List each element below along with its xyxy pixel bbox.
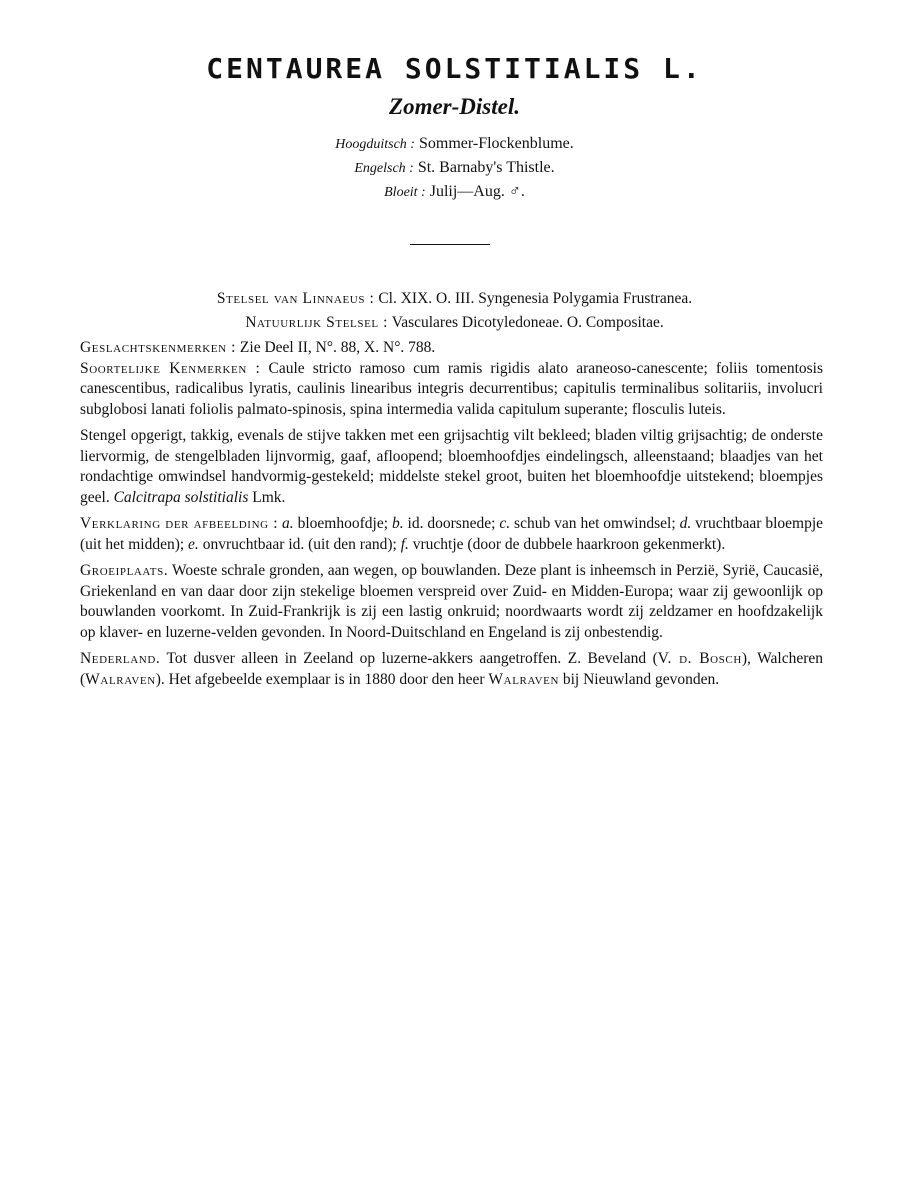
vernacular-names <box>0 132 909 204</box>
figure-key-b: b. <box>391 515 404 532</box>
linnaeus-value: Cl. XIX. O. III. Syngenesia Polygamia Frustranea. <box>378 290 693 307</box>
genus-paragraph <box>80 338 823 359</box>
figure-key-a-text: bloemhoofdje; <box>297 515 389 532</box>
netherlands-text-2: ), Walcheren ( <box>80 650 824 688</box>
flowering-period: Julij—Aug. ♂. <box>429 183 525 200</box>
divider-rule <box>410 244 490 245</box>
netherlands-label: Nederland. <box>80 650 161 667</box>
explanation-label: Verklaring der afbeelding : <box>80 515 279 532</box>
netherlands-paragraph <box>80 649 823 690</box>
figure-key-e: e. <box>188 535 199 553</box>
figure-key-c: c. <box>499 515 511 532</box>
collector-name-3: Walraven <box>488 670 559 688</box>
english-name: St. Barnaby's Thistle. <box>417 159 555 176</box>
figure-key-f: f. <box>400 535 409 553</box>
species-label: Soortelijke Kenmerken : <box>80 359 261 377</box>
english-label: Engelsch : <box>354 161 414 176</box>
synonym: Calcitrapa solstitialis <box>113 488 249 506</box>
figure-key-c-text: schub van het omwindsel; <box>514 515 676 532</box>
netherlands-text-3: ). Het afgebeelde exemplaar is in 1880 door den heer <box>155 670 489 688</box>
linnaeus-system-line <box>0 290 909 308</box>
explanation-paragraph <box>80 514 823 555</box>
common-name: Zomer-Distel. <box>389 94 520 119</box>
figure-key-f-text: vruchtje (door de dubbele haarkroon gekenmerkt). <box>412 535 726 553</box>
natural-system-line <box>0 314 909 332</box>
natural-value: Vasculares Dicotyledoneae. O. Compositae. <box>391 314 664 331</box>
species-text: Caule stricto ramoso cum ramis rigidis alato araneoso-canescente; foliis tomentosis canescentibus, radicalibus lyratis, caulinis linearibus integris decurrentibus; capitulis terminalibus solitariis, involucri subglobosi lanati foliolis palmato-spinosis, spina intermedia valida capitulum superante; flosculis luteis. <box>80 359 823 418</box>
netherlands-text-1: Tot dusver alleen in Zeeland op luzerne-akkers aangetroffen. Z. Beveland ( <box>166 650 658 667</box>
linnaeus-label: Stelsel van Linnaeus : <box>216 290 375 307</box>
figure-key-e-text: onvruchtbaar id. (uit den rand); <box>202 535 397 553</box>
figure-key-d: d. <box>679 515 692 532</box>
natural-label: Natuurlijk Stelsel : <box>245 314 389 331</box>
habitat-label: Groeiplaats. <box>80 562 169 579</box>
figure-key-b-text: id. doorsnede; <box>407 515 496 532</box>
netherlands-text-4: bij Nieuwland gevonden. <box>558 670 720 688</box>
figure-key-d-text: vruchtbaar bloempje (uit het midden); <box>80 515 824 553</box>
description-paragraph <box>80 426 823 508</box>
habitat-text: Woeste schrale gronden, aan wegen, op bouwlanden. Deze plant is inheemsch in Perzië, Syrië, Caucasië, Griekenland en van daar door zijn stekelige bloemen verspreid over Zuid- en Midden-Europa; waar zij gewoonlijk op bouwlanden voorkomt. In Zuid-Frankrijk is zij een lastig onkruid; noordwaarts wordt zij zeldzamer en hoofdzakelijk op klaver- en luzerne-velden gevonden. In Noord-Duitschland en Engeland is zij onbestendig. <box>80 562 823 641</box>
synonym-author: Lmk. <box>252 488 286 506</box>
german-name-line <box>0 132 909 156</box>
english-name-line <box>0 156 909 180</box>
collector-name-1: V. d. Bosch <box>657 650 742 667</box>
german-label: Hoogduitsch : <box>335 137 415 152</box>
genus-label: Geslachtskenmerken : <box>80 339 237 356</box>
flowering-label: Bloeit : <box>384 185 426 200</box>
description-text: Stengel opgerigt, takkig, evenals de stijve takken met een grijsachtig vilt bekleed; bladen viltig grijsachtig; de onderste liervormig, de stengelbladen lijnvormig, gaaf, afloopend; bloemhoofdjes eindelingsch, alleenstaand; blaadjes van het rondachtige omwindsel handvormig-gestekeld; middelste stekel groot, buiten het bloemhoofdje uitstekend; bloempjes geel. <box>80 427 823 506</box>
flowering-line <box>0 180 909 204</box>
text-body <box>80 338 823 690</box>
german-name: Sommer-Flockenblume. <box>418 135 574 152</box>
species-paragraph <box>80 359 823 421</box>
figure-key-a: a. <box>282 515 294 532</box>
page-title: CENTAUREA SOLSTITIALIS L. <box>206 52 703 85</box>
collector-name-2: Walraven <box>85 670 156 688</box>
genus-text: Zie Deel II, N°. 88, X. N°. 788. <box>239 339 436 356</box>
habitat-paragraph <box>80 561 823 643</box>
